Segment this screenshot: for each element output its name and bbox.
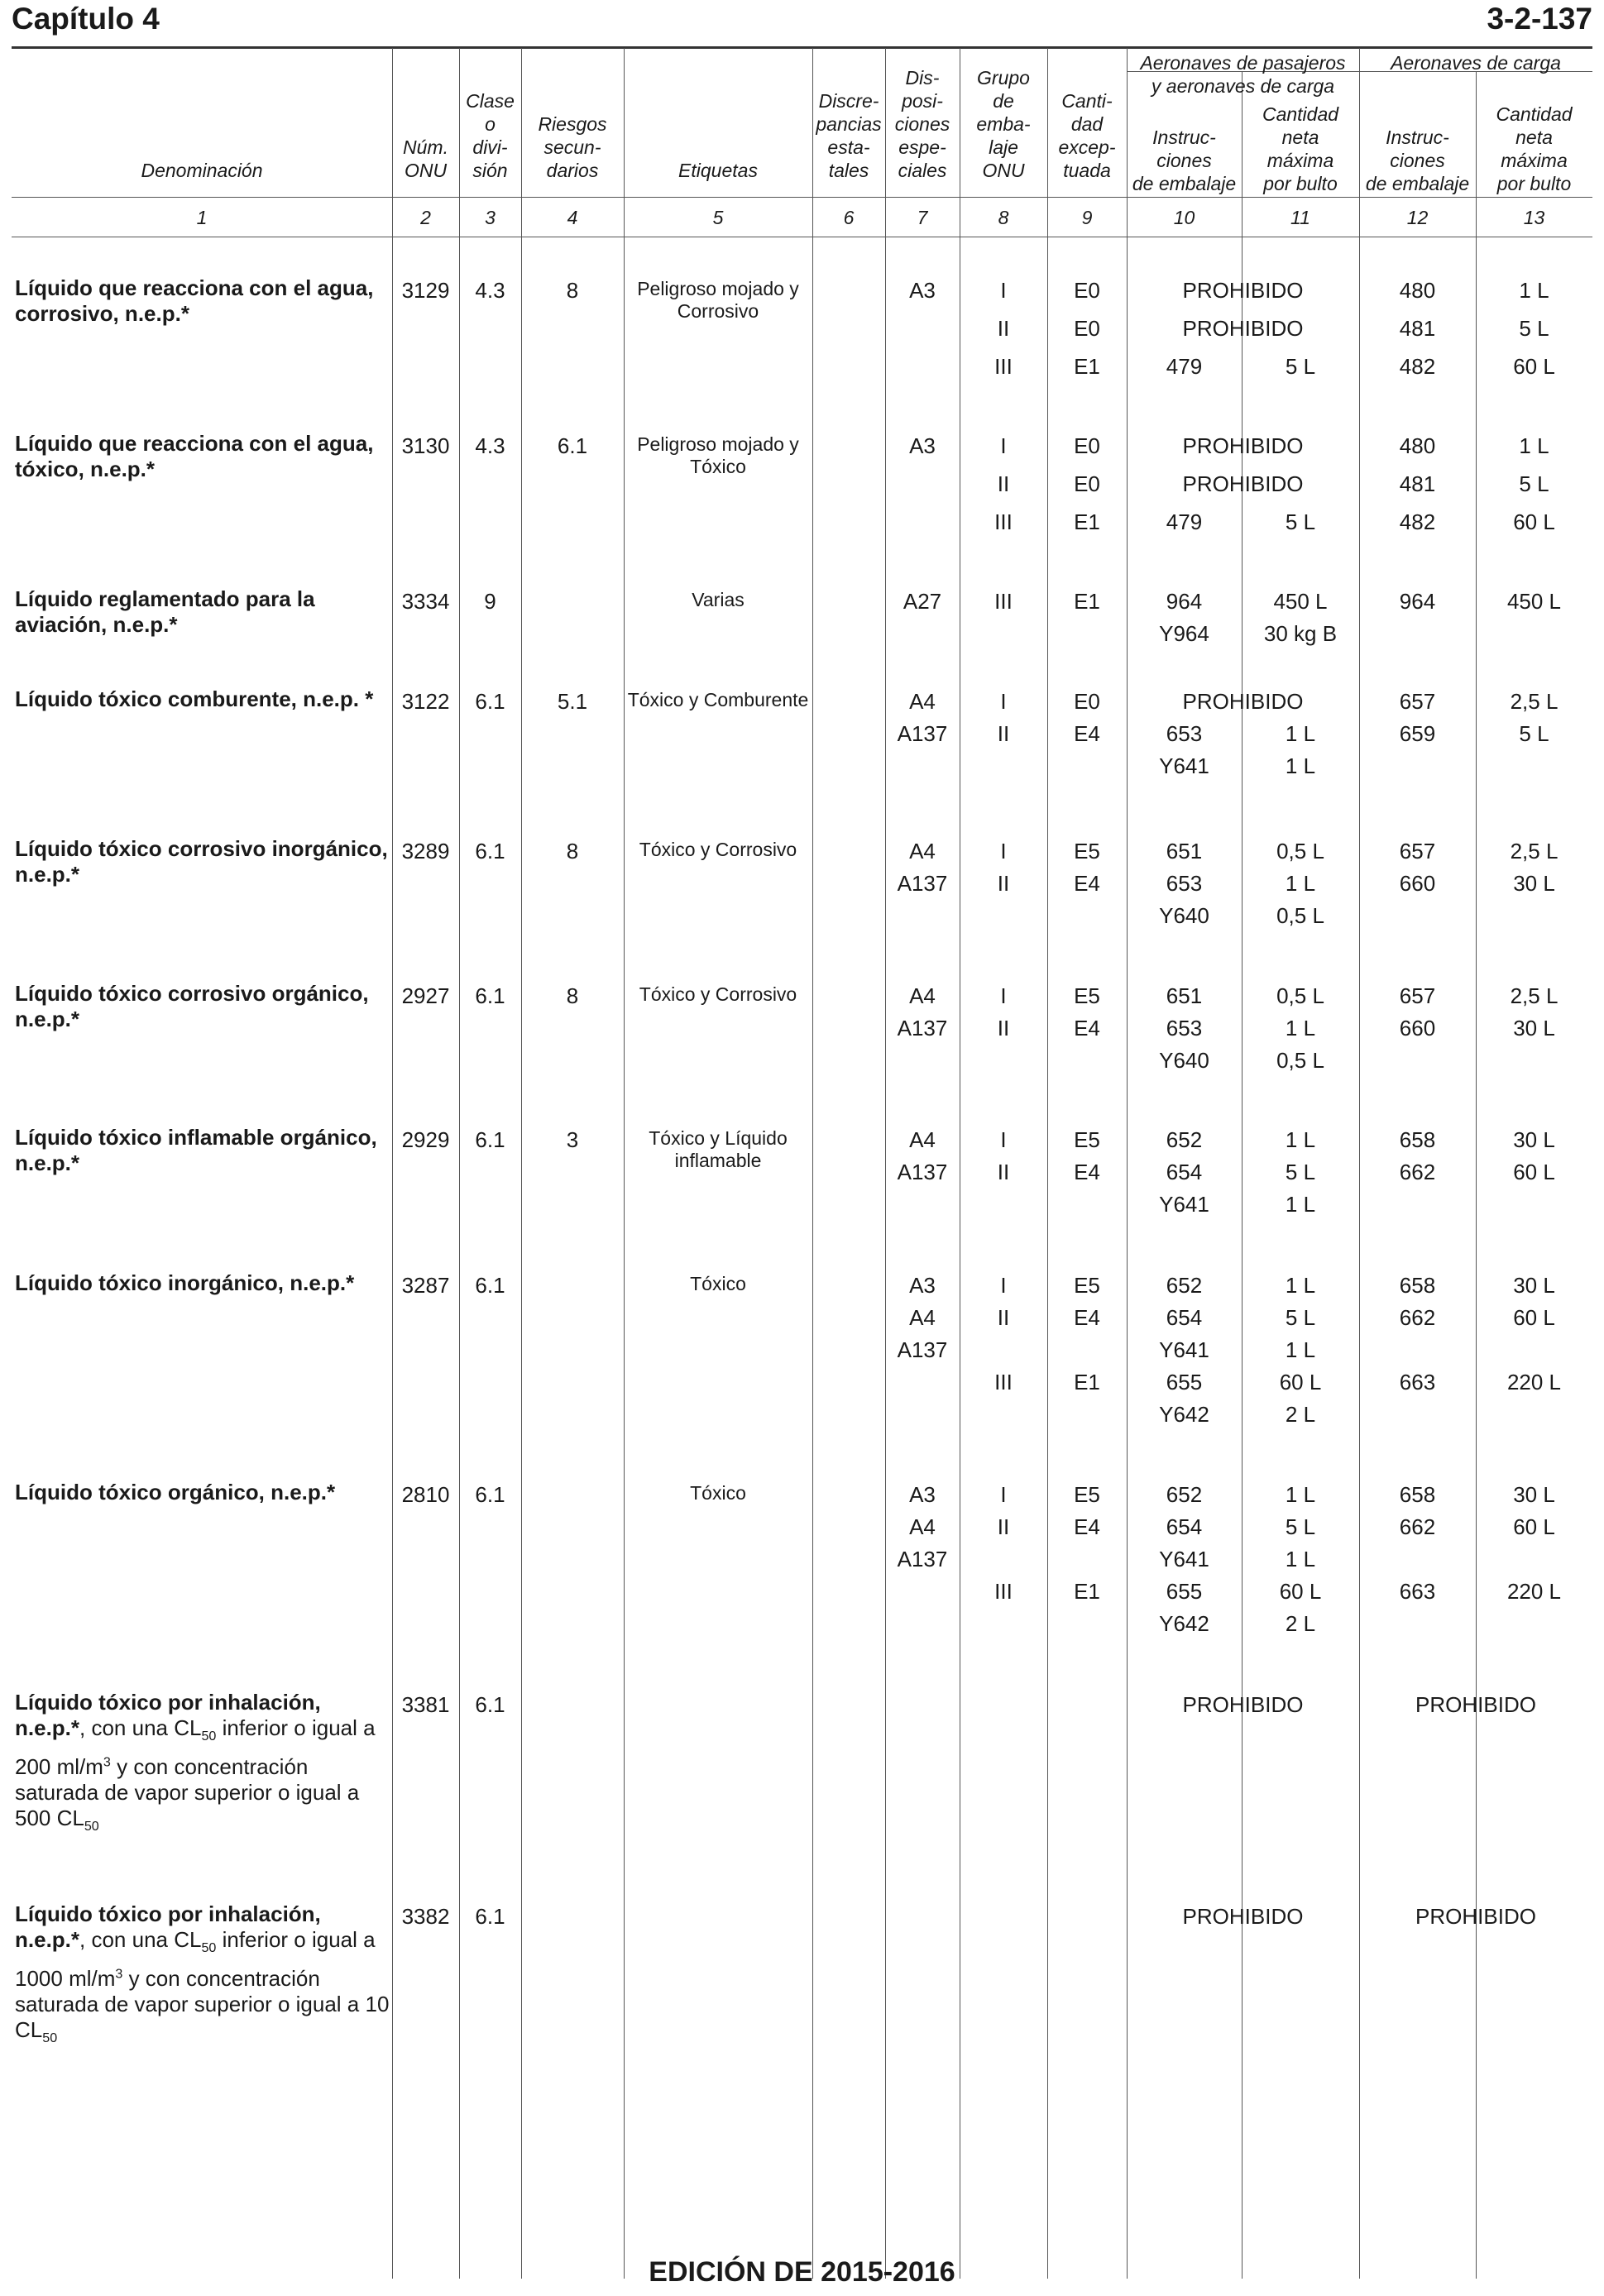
row-grupo-embalaje: III xyxy=(994,1579,1013,1604)
row-pax-instrucciones: 479 xyxy=(1166,509,1203,534)
row-num-onu: 3382 xyxy=(401,1904,450,1929)
row-pax-instrucciones: Y641 xyxy=(1159,1337,1209,1362)
row-grupo-embalaje: II xyxy=(997,721,1010,746)
row-carga-cantidad: 30 L xyxy=(1513,1482,1555,1507)
row-pax-instrucciones: Y641 xyxy=(1159,1547,1209,1571)
row-carga-prohibido: PROHIBIDO xyxy=(1415,1692,1536,1717)
row-carga-instrucciones: 660 xyxy=(1399,1016,1436,1040)
row-name-bold: Líquido tóxico inorgánico, n.e.p.* xyxy=(15,1270,355,1295)
row-etiquetas: Peligroso mojado y Corrosivo xyxy=(637,278,799,322)
column-number: 6 xyxy=(843,207,855,228)
col-header-clase: Clase o divi- sión xyxy=(466,90,515,181)
row-pax-cantidad: 60 L xyxy=(1279,1370,1322,1394)
row-cantidad-exceptuada: E1 xyxy=(1074,509,1100,534)
row-carga-cantidad: 2,5 L xyxy=(1510,983,1559,1008)
column-number: 5 xyxy=(712,207,724,228)
row-pax-instrucciones: 653 xyxy=(1166,871,1203,896)
row-disposicion-especial: A3 xyxy=(909,1482,936,1507)
row-clase: 6.1 xyxy=(475,983,505,1008)
row-disposicion-especial: A3 xyxy=(909,433,936,458)
row-etiquetas: Tóxico y Líquido inflamable xyxy=(649,1127,788,1171)
row-disposicion-especial: A4 xyxy=(909,1127,936,1152)
row-pax-instrucciones: 654 xyxy=(1166,1514,1203,1539)
row-carga-cantidad: 2,5 L xyxy=(1510,839,1559,863)
row-clase: 6.1 xyxy=(475,1273,505,1298)
column-number: 7 xyxy=(917,207,928,228)
col-header-grupo: Grupo de emba- laje ONU xyxy=(976,67,1031,181)
row-denominacion xyxy=(15,431,395,482)
row-etiquetas: Tóxico y Corrosivo xyxy=(639,983,797,1005)
row-etiquetas: Tóxico xyxy=(690,1482,746,1504)
row-carga-cantidad: 30 L xyxy=(1513,1127,1555,1152)
row-carga-cantidad: 220 L xyxy=(1506,1579,1562,1604)
row-carga-cantidad: 60 L xyxy=(1513,354,1555,379)
col-header-num-onu: Núm. ONU xyxy=(403,136,448,181)
row-grupo-embalaje: III xyxy=(994,589,1013,614)
row-riesgo: 8 xyxy=(566,278,579,303)
edition-footer: EDICIÓN DE 2015-2016 xyxy=(649,2256,955,2288)
row-carga-cantidad: 450 L xyxy=(1506,589,1562,614)
row-pax-instrucciones: Y641 xyxy=(1159,753,1209,778)
row-denominacion xyxy=(15,1125,395,1176)
row-cantidad-exceptuada: E4 xyxy=(1074,1160,1100,1184)
row-riesgo: 8 xyxy=(566,983,579,1008)
row-carga-instrucciones: 662 xyxy=(1399,1514,1436,1539)
col-header-denominacion: Denominación xyxy=(141,160,263,181)
row-clase: 6.1 xyxy=(475,1692,505,1717)
row-clase: 6.1 xyxy=(475,689,505,714)
col-header-cantidad-pax: Cantidad neta máxima por bulto xyxy=(1262,103,1339,194)
row-cantidad-exceptuada: E1 xyxy=(1074,354,1100,379)
row-pax-prohibido: PROHIBIDO xyxy=(1182,433,1304,458)
row-disposicion-especial: A137 xyxy=(897,871,948,896)
row-pax-instrucciones: 654 xyxy=(1166,1160,1203,1184)
row-cantidad-exceptuada: E5 xyxy=(1074,1273,1100,1298)
row-name-bold: Líquido tóxico inflamable orgánico, n.e.p.* xyxy=(15,1125,377,1175)
row-cantidad-exceptuada: E5 xyxy=(1074,839,1100,863)
column-number: 1 xyxy=(196,207,208,228)
row-carga-prohibido: PROHIBIDO xyxy=(1415,1904,1536,1929)
row-grupo-embalaje: II xyxy=(997,1305,1010,1330)
row-carga-instrucciones: 658 xyxy=(1399,1273,1436,1298)
row-pax-instrucciones: 652 xyxy=(1166,1273,1203,1298)
dangerous-goods-table xyxy=(12,48,1592,2279)
row-cantidad-exceptuada: E4 xyxy=(1074,1305,1100,1330)
row-pax-cantidad: 450 L xyxy=(1273,589,1328,614)
row-grupo-embalaje: III xyxy=(994,1370,1013,1394)
row-pax-cantidad: 5 L xyxy=(1285,509,1316,534)
row-pax-cantidad: 5 L xyxy=(1285,1514,1316,1539)
column-number: 4 xyxy=(567,207,578,228)
row-name-bold: Líquido tóxico por inhalación, n.e.p.* xyxy=(15,1901,321,1952)
row-carga-instrucciones: 657 xyxy=(1399,839,1436,863)
row-disposicion-especial: A4 xyxy=(909,1305,936,1330)
column-number: 11 xyxy=(1290,207,1310,228)
row-cantidad-exceptuada: E5 xyxy=(1074,983,1100,1008)
col-header-instrucciones-carga: Instruc- ciones de embalaje xyxy=(1365,127,1470,194)
row-pax-prohibido: PROHIBIDO xyxy=(1182,278,1304,303)
row-pax-cantidad: 2 L xyxy=(1285,1402,1316,1427)
row-carga-instrucciones: 482 xyxy=(1399,354,1436,379)
row-num-onu: 3381 xyxy=(401,1692,450,1717)
row-pax-cantidad: 1 L xyxy=(1285,1482,1316,1507)
row-pax-cantidad: 0,5 L xyxy=(1276,839,1324,863)
row-carga-instrucciones: 482 xyxy=(1399,509,1436,534)
col-header-cantidad: Canti- dad excep- tuada xyxy=(1058,90,1116,181)
row-pax-prohibido: PROHIBIDO xyxy=(1182,1692,1304,1717)
row-grupo-embalaje: I xyxy=(1000,983,1007,1008)
row-pax-cantidad: 30 kg B xyxy=(1263,621,1338,646)
row-carga-instrucciones: 481 xyxy=(1399,471,1436,496)
row-carga-instrucciones: 660 xyxy=(1399,871,1436,896)
row-carga-instrucciones: 658 xyxy=(1399,1127,1436,1152)
row-num-onu: 3130 xyxy=(401,433,450,458)
row-pax-cantidad: 1 L xyxy=(1285,1192,1316,1217)
row-name-bold: Líquido que reacciona con el agua, corrosivo, n.e.p.* xyxy=(15,275,374,326)
column-number: 3 xyxy=(485,207,496,228)
row-disposicion-especial: A137 xyxy=(897,1016,948,1040)
row-cantidad-exceptuada: E0 xyxy=(1074,433,1100,458)
row-pax-instrucciones: 652 xyxy=(1166,1127,1203,1152)
row-grupo-embalaje: I xyxy=(1000,1273,1007,1298)
page-number: 3-2-137 xyxy=(1487,2,1592,36)
row-denominacion xyxy=(15,275,395,327)
row-clase: 4.3 xyxy=(475,433,505,458)
row-pax-instrucciones: 651 xyxy=(1166,983,1203,1008)
row-cantidad-exceptuada: E0 xyxy=(1074,316,1100,341)
row-clase: 9 xyxy=(484,589,496,614)
chapter-title: Capítulo 4 xyxy=(12,2,160,36)
row-grupo-embalaje: I xyxy=(1000,278,1007,303)
row-pax-prohibido: PROHIBIDO xyxy=(1182,689,1304,714)
row-denominacion xyxy=(15,686,395,712)
row-denominacion xyxy=(15,586,395,638)
row-pax-instrucciones: Y640 xyxy=(1159,1048,1209,1073)
row-name-bold: Líquido que reacciona con el agua, tóxico, n.e.p.* xyxy=(15,431,374,481)
row-pax-instrucciones: Y641 xyxy=(1159,1192,1209,1217)
row-name-bold: Líquido tóxico comburente, n.e.p. * xyxy=(15,686,374,711)
row-carga-instrucciones: 659 xyxy=(1399,721,1436,746)
row-num-onu: 2929 xyxy=(401,1127,450,1152)
col-header-etiquetas: Etiquetas xyxy=(678,160,758,181)
row-carga-instrucciones: 657 xyxy=(1399,689,1436,714)
row-cantidad-exceptuada: E0 xyxy=(1074,689,1100,714)
row-riesgo: 8 xyxy=(566,839,579,863)
row-cantidad-exceptuada: E0 xyxy=(1074,278,1100,303)
row-name-bold: Líquido tóxico orgánico, n.e.p.* xyxy=(15,1480,336,1504)
row-carga-cantidad: 60 L xyxy=(1513,1514,1555,1539)
row-pax-instrucciones: 655 xyxy=(1166,1370,1203,1394)
row-cantidad-exceptuada: E4 xyxy=(1074,1016,1100,1040)
row-clase: 6.1 xyxy=(475,1904,505,1929)
row-num-onu: 3289 xyxy=(401,839,450,863)
row-carga-instrucciones: 480 xyxy=(1399,433,1436,458)
column-rule xyxy=(459,48,460,2279)
row-disposicion-especial: A4 xyxy=(909,839,936,863)
row-num-onu: 3129 xyxy=(401,278,450,303)
col-header-disposiciones: Dis- posi- ciones espe- ciales xyxy=(894,67,950,181)
row-grupo-embalaje: I xyxy=(1000,1482,1007,1507)
row-riesgo: 5.1 xyxy=(557,689,588,714)
row-name-bold: Líquido tóxico por inhalación, n.e.p.* xyxy=(15,1690,321,1740)
row-disposicion-especial: A4 xyxy=(909,1514,936,1539)
row-cantidad-exceptuada: E4 xyxy=(1074,721,1100,746)
row-denominacion xyxy=(15,1270,395,1296)
row-carga-instrucciones: 663 xyxy=(1399,1579,1436,1604)
column-number: 10 xyxy=(1173,207,1195,228)
row-carga-cantidad: 5 L xyxy=(1519,471,1549,496)
row-grupo-embalaje: I xyxy=(1000,689,1007,714)
row-denominacion xyxy=(15,1690,395,1839)
row-carga-instrucciones: 480 xyxy=(1399,278,1436,303)
row-cantidad-exceptuada: E4 xyxy=(1074,1514,1100,1539)
row-etiquetas: Tóxico y Corrosivo xyxy=(639,839,797,860)
row-carga-cantidad: 1 L xyxy=(1519,433,1549,458)
column-number: 2 xyxy=(420,207,431,228)
row-pax-instrucciones: 653 xyxy=(1166,721,1203,746)
row-disposicion-especial: A137 xyxy=(897,1160,948,1184)
row-pax-cantidad: 60 L xyxy=(1279,1579,1322,1604)
row-disposicion-especial: A3 xyxy=(909,1273,936,1298)
row-etiquetas: Tóxico y Comburente xyxy=(627,689,809,710)
row-denominacion xyxy=(15,1480,395,1505)
row-num-onu: 2810 xyxy=(401,1482,450,1507)
row-carga-instrucciones: 662 xyxy=(1399,1305,1436,1330)
col-header-discrepancias: Discre- pancias esta- tales xyxy=(816,90,882,181)
row-disposicion-especial: A137 xyxy=(897,721,948,746)
column-number: 12 xyxy=(1406,207,1429,228)
row-grupo-embalaje: III xyxy=(994,509,1013,534)
row-carga-cantidad: 220 L xyxy=(1506,1370,1562,1394)
row-carga-instrucciones: 964 xyxy=(1399,589,1436,614)
row-clase: 6.1 xyxy=(475,839,505,863)
row-grupo-embalaje: II xyxy=(997,1016,1010,1040)
row-pax-instrucciones: 964 xyxy=(1166,589,1203,614)
row-carga-cantidad: 60 L xyxy=(1513,509,1555,534)
col-group-pasajeros: Aeronaves de pasajeros y aeronaves de carga xyxy=(1140,52,1346,97)
row-pax-instrucciones: Y642 xyxy=(1159,1611,1209,1636)
row-pax-cantidad: 1 L xyxy=(1285,871,1316,896)
row-carga-cantidad: 5 L xyxy=(1519,316,1549,341)
row-name-bold: Líquido tóxico corrosivo orgánico, n.e.p.* xyxy=(15,981,369,1031)
row-pax-instrucciones: 652 xyxy=(1166,1482,1203,1507)
row-grupo-embalaje: II xyxy=(997,1160,1010,1184)
row-carga-instrucciones: 658 xyxy=(1399,1482,1436,1507)
row-pax-cantidad: 1 L xyxy=(1285,1273,1316,1298)
row-disposicion-especial: A27 xyxy=(903,589,942,614)
row-cantidad-exceptuada: E5 xyxy=(1074,1127,1100,1152)
row-pax-cantidad: 5 L xyxy=(1285,1160,1316,1184)
row-grupo-embalaje: II xyxy=(997,316,1010,341)
row-denominacion xyxy=(15,1901,395,2051)
row-grupo-embalaje: II xyxy=(997,1514,1010,1539)
row-clase: 6.1 xyxy=(475,1127,505,1152)
row-grupo-embalaje: II xyxy=(997,871,1010,896)
row-num-onu: 3122 xyxy=(401,689,450,714)
row-cantidad-exceptuada: E1 xyxy=(1074,589,1100,614)
row-name-description: , con una $CL_{50}$ inferior o igual a 1000 $ml/m^3$ y con concentración saturada de vapor superior o igual a 10 $CL_{50}$ xyxy=(15,1927,390,2046)
row-name-bold: Líquido reglamentado para la aviación, n.e.p.* xyxy=(15,586,315,637)
row-grupo-embalaje: I xyxy=(1000,1127,1007,1152)
row-pax-cantidad: 1 L xyxy=(1285,1547,1316,1571)
row-carga-instrucciones: 662 xyxy=(1399,1160,1436,1184)
row-carga-cantidad: 30 L xyxy=(1513,1273,1555,1298)
row-disposicion-especial: A137 xyxy=(897,1547,948,1571)
row-pax-cantidad: 1 L xyxy=(1285,1016,1316,1040)
row-clase: 6.1 xyxy=(475,1482,505,1507)
row-disposicion-especial: A137 xyxy=(897,1337,948,1362)
row-etiquetas: Peligroso mojado y Tóxico xyxy=(637,433,799,477)
row-pax-cantidad: 2 L xyxy=(1285,1611,1316,1636)
row-pax-instrucciones: Y964 xyxy=(1159,621,1209,646)
row-pax-cantidad: 0,5 L xyxy=(1276,983,1324,1008)
row-pax-cantidad: 5 L xyxy=(1285,354,1316,379)
row-cantidad-exceptuada: E4 xyxy=(1074,871,1100,896)
header-bottom-rule xyxy=(12,197,1592,198)
row-carga-cantidad: 30 L xyxy=(1513,1016,1555,1040)
row-pax-instrucciones: 651 xyxy=(1166,839,1203,863)
row-cantidad-exceptuada: E0 xyxy=(1074,471,1100,496)
row-grupo-embalaje: II xyxy=(997,471,1010,496)
row-grupo-embalaje: III xyxy=(994,354,1013,379)
row-num-onu: 3287 xyxy=(401,1273,450,1298)
row-pax-cantidad: 1 L xyxy=(1285,1337,1316,1362)
row-pax-instrucciones: Y642 xyxy=(1159,1402,1209,1427)
row-pax-cantidad: 0,5 L xyxy=(1276,1048,1324,1073)
row-cantidad-exceptuada: E5 xyxy=(1074,1482,1100,1507)
row-pax-cantidad: 0,5 L xyxy=(1276,903,1324,928)
col-group-carga: Aeronaves de carga xyxy=(1391,52,1561,74)
row-clase: 4.3 xyxy=(475,278,505,303)
row-cantidad-exceptuada: E1 xyxy=(1074,1579,1100,1604)
row-num-onu: 2927 xyxy=(401,983,450,1008)
row-carga-cantidad: 1 L xyxy=(1519,278,1549,303)
row-pax-instrucciones: 654 xyxy=(1166,1305,1203,1330)
row-pax-cantidad: 1 L xyxy=(1285,753,1316,778)
column-number: 13 xyxy=(1523,207,1545,228)
row-carga-cantidad: 60 L xyxy=(1513,1305,1555,1330)
column-number: 9 xyxy=(1081,207,1093,228)
row-pax-instrucciones: 479 xyxy=(1166,354,1203,379)
row-name-description: , con una $CL_{50}$ inferior o igual a 200 $ml/m^3$ y con concentración saturada de vapor superior o igual a 500 $CL_{50}$ xyxy=(15,1715,376,1834)
row-pax-prohibido: PROHIBIDO xyxy=(1182,471,1304,496)
row-num-onu: 3334 xyxy=(401,589,450,614)
column-number: 8 xyxy=(998,207,1009,228)
row-pax-prohibido: PROHIBIDO xyxy=(1182,316,1304,341)
row-pax-cantidad: 1 L xyxy=(1285,1127,1316,1152)
row-grupo-embalaje: I xyxy=(1000,839,1007,863)
row-carga-instrucciones: 663 xyxy=(1399,1370,1436,1394)
row-grupo-embalaje: I xyxy=(1000,433,1007,458)
row-carga-cantidad: 30 L xyxy=(1513,871,1555,896)
col-header-cantidad-carga: Cantidad neta máxima por bulto xyxy=(1496,103,1573,194)
row-carga-cantidad: 60 L xyxy=(1513,1160,1555,1184)
col-header-instrucciones-pax: Instruc- ciones de embalaje xyxy=(1132,127,1237,194)
row-pax-cantidad: 1 L xyxy=(1285,721,1316,746)
row-disposicion-especial: A4 xyxy=(909,689,936,714)
page-header xyxy=(12,0,1592,45)
row-carga-instrucciones: 657 xyxy=(1399,983,1436,1008)
row-etiquetas: Tóxico xyxy=(690,1273,746,1294)
row-riesgo: 3 xyxy=(566,1127,579,1152)
row-riesgo: 6.1 xyxy=(557,433,588,458)
row-carga-cantidad: 2,5 L xyxy=(1510,689,1559,714)
row-carga-cantidad: 5 L xyxy=(1519,721,1549,746)
row-denominacion xyxy=(15,981,395,1032)
row-carga-instrucciones: 481 xyxy=(1399,316,1436,341)
row-pax-instrucciones: 655 xyxy=(1166,1579,1203,1604)
col-header-riesgos: Riesgos secun- darios xyxy=(538,113,607,181)
row-disposicion-especial: A3 xyxy=(909,278,936,303)
row-pax-cantidad: 5 L xyxy=(1285,1305,1316,1330)
row-cantidad-exceptuada: E1 xyxy=(1074,1370,1100,1394)
row-name-bold: Líquido tóxico corrosivo inorgánico, n.e.p.* xyxy=(15,836,388,887)
row-disposicion-especial: A4 xyxy=(909,983,936,1008)
row-etiquetas: Varias xyxy=(692,589,745,610)
row-denominacion xyxy=(15,836,395,887)
row-pax-instrucciones: Y640 xyxy=(1159,903,1209,928)
column-rule xyxy=(812,48,813,2279)
row-pax-instrucciones: 653 xyxy=(1166,1016,1203,1040)
row-pax-prohibido: PROHIBIDO xyxy=(1182,1904,1304,1929)
column-rule xyxy=(521,48,522,2279)
